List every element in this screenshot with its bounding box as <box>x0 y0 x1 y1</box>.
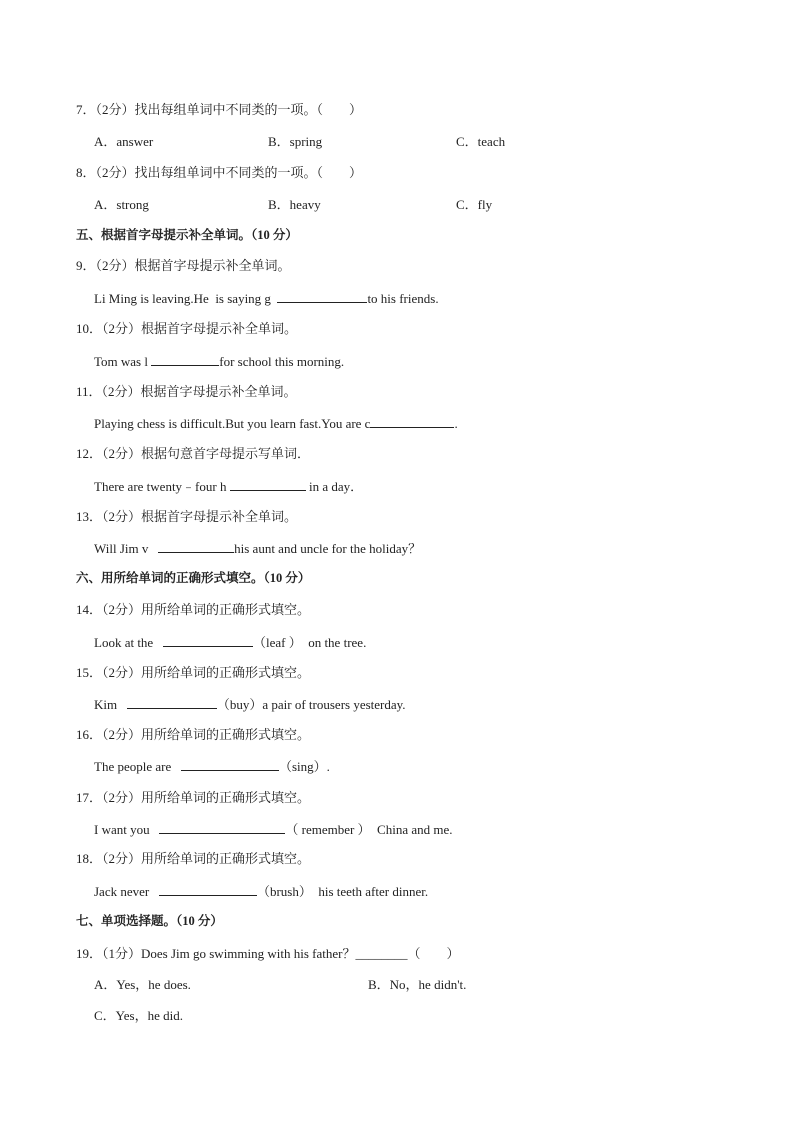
question-18-pre: Jack never <box>94 884 159 899</box>
question-18-stem: 18．（2分）用所给单词的正确形式填空。 <box>76 851 311 866</box>
question-15-sentence <box>94 695 406 714</box>
question-15-stem: 15．（2分）用所给单词的正确形式填空。 <box>76 665 311 680</box>
question-9-stem: 9．（2分）根据首字母提示补全单词。 <box>76 258 291 273</box>
question-13-post: his aunt and uncle for the holiday？ <box>234 541 422 556</box>
question-8-option-c[interactable]: C．fly <box>456 197 493 212</box>
question-13-stem: 13．（2分）根据首字母提示补全单词。 <box>76 509 298 524</box>
section-6-heading: 六、用所给单词的正确形式填空。（10 分） <box>76 571 311 585</box>
question-14-pre: Look at the <box>94 635 163 650</box>
section-5-heading: 五、根据首字母提示补全单词。（10 分） <box>76 228 298 242</box>
question-17-post: （ remember ） China and me. <box>285 822 453 837</box>
question-10-sentence <box>94 352 344 371</box>
question-9-sentence <box>94 289 439 308</box>
question-11-post: . <box>454 416 458 431</box>
question-17-blank[interactable] <box>159 820 285 834</box>
question-8-option-a[interactable]: A．strong <box>94 197 149 212</box>
question-14-sentence <box>94 633 366 652</box>
question-11-sentence <box>94 414 458 433</box>
question-11-stem: 11．（2分）根据首字母提示补全单词。 <box>76 384 297 399</box>
question-11-blank[interactable] <box>370 414 454 428</box>
section-7-heading: 七、单项选择题。（10 分） <box>76 914 223 928</box>
question-10-pre: Tom was l <box>94 354 152 369</box>
question-16-stem: 16．（2分）用所给单词的正确形式填空。 <box>76 727 311 742</box>
question-15-post: （buy）a pair of trousers yesterday. <box>216 697 406 712</box>
question-7-option-b[interactable]: B．spring <box>268 134 323 149</box>
question-15-pre: Kim <box>94 697 127 712</box>
question-8-option-b[interactable]: B．heavy <box>268 197 321 212</box>
question-9-pre: Li Ming is leaving.He is saying g <box>94 291 278 306</box>
question-15-blank[interactable] <box>127 695 217 709</box>
question-16-post: （sing）. <box>278 759 330 774</box>
question-7-stem: 7．（2分）找出每组单词中不同类的一项。（ ） <box>76 102 363 117</box>
question-12-pre: There are twenty﹣four h <box>94 479 230 494</box>
question-18-sentence <box>94 882 428 901</box>
question-18-blank[interactable] <box>159 882 257 896</box>
question-10-stem: 10．（2分）根据首字母提示补全单词。 <box>76 321 298 336</box>
question-10-post: for school this morning. <box>219 354 345 369</box>
question-19-option-c[interactable]: C．Yes，he did. <box>94 1008 183 1023</box>
question-14-post: （leaf ） on the tree. <box>252 635 367 650</box>
question-8-stem: 8．（2分）找出每组单词中不同类的一项。（ ） <box>76 165 363 180</box>
question-17-pre: I want you <box>94 822 160 837</box>
question-18-post: （brush） his teeth after dinner. <box>256 884 429 899</box>
question-16-pre: The people are <box>94 759 181 774</box>
question-13-blank[interactable] <box>158 539 234 553</box>
question-13-sentence <box>94 539 421 558</box>
question-19-option-a[interactable]: A．Yes，he does. <box>94 977 191 992</box>
question-12-sentence <box>94 477 363 496</box>
question-9-post: to his friends. <box>367 291 439 306</box>
question-17-sentence <box>94 820 453 839</box>
question-19-option-b[interactable]: B．No，he didn't. <box>368 977 467 992</box>
question-14-stem: 14．（2分）用所给单词的正确形式填空。 <box>76 602 311 617</box>
question-16-blank[interactable] <box>181 757 279 771</box>
question-14-blank[interactable] <box>163 633 253 647</box>
question-13-pre: Will Jim v <box>94 541 159 556</box>
question-7-option-a[interactable]: A．answer <box>94 134 154 149</box>
question-9-blank[interactable] <box>277 289 367 303</box>
question-12-post: in a day． <box>305 479 364 494</box>
question-11-pre: Playing chess is difficult.But you learn fast.You are c <box>94 416 371 431</box>
question-16-sentence <box>94 757 330 776</box>
question-7-option-c[interactable]: C．teach <box>456 134 506 149</box>
question-19-stem: 19．（1分）Does Jim go swimming with his father？________（ ） <box>76 946 460 961</box>
question-12-stem: 12．（2分）根据句意首字母提示写单词． <box>76 446 311 461</box>
question-12-blank[interactable] <box>230 477 306 491</box>
question-17-stem: 17．（2分）用所给单词的正确形式填空。 <box>76 790 311 805</box>
question-10-blank[interactable] <box>151 352 219 366</box>
